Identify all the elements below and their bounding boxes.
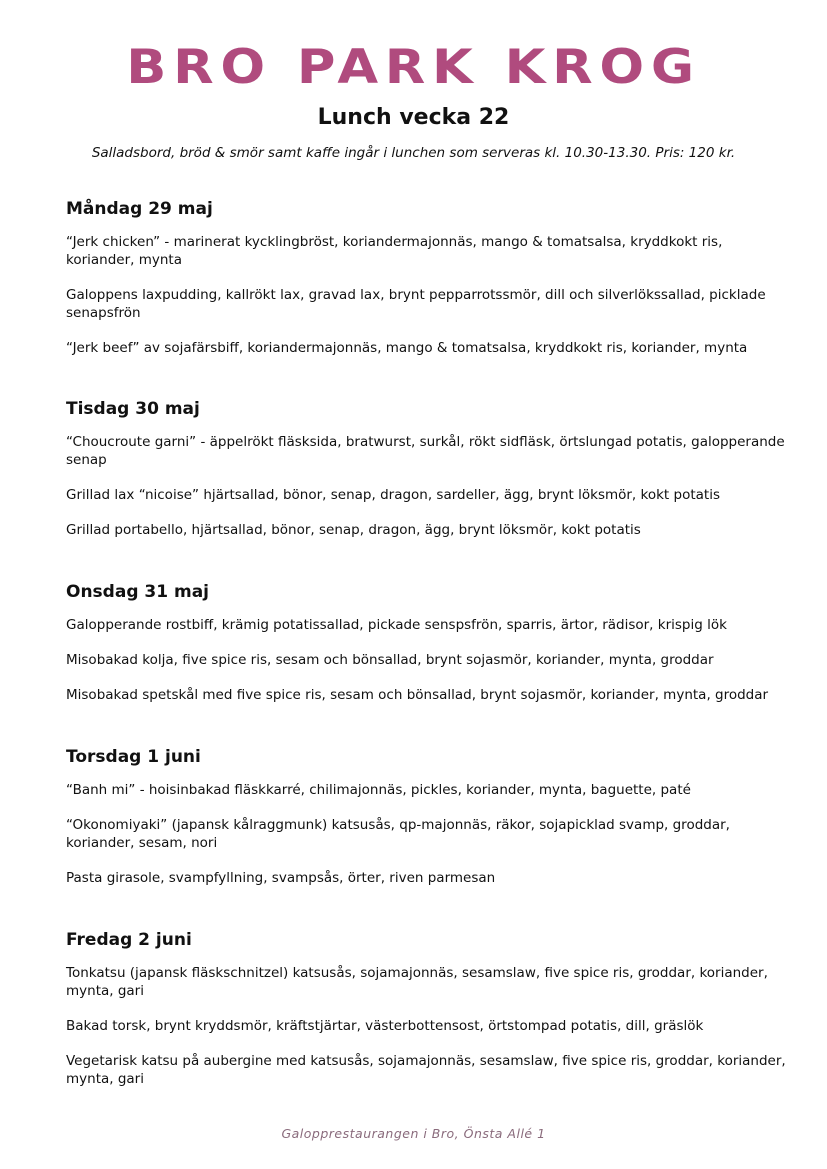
day-tuesday — [66, 398, 796, 556]
dish: Vegetarisk katsu på aubergine med katsusås, sojamajonnäs, sesamslaw, five spice ris, groddar, koriander, mynta, gari — [66, 1053, 786, 1087]
dish: Grillad portabello, hjärtsallad, bönor, senap, dragon, ägg, brynt löksmör, kokt potatis — [66, 522, 641, 538]
dish: “Jerk chicken” - marinerat kycklingbröst, koriandermajonnäs, mango & tomatsalsa, kryddkokt ris, koriander, mynta — [66, 234, 723, 268]
restaurant-name: BRO PARK KROG — [126, 40, 701, 95]
day-monday — [66, 198, 796, 374]
dish: Galoppens laxpudding, kallrökt lax, gravad lax, brynt pepparrotssmör, dill och silverlökssallad, picklade senapsfrön — [66, 287, 766, 321]
dish: Tonkatsu (japansk fläskschnitzel) katsusås, sojamajonnäs, sesamslaw, five spice ris, groddar, koriander, mynta, gari — [66, 965, 768, 999]
day-title: Fredag 2 juni — [66, 930, 192, 950]
menu-title: Lunch vecka 22 — [317, 105, 510, 130]
dish: Galopperande rostbiff, krämig potatissallad, pickade senspsfrön, sparris, ärtor, rädisor, krispig lök — [66, 617, 727, 633]
day-wednesday — [66, 581, 796, 721]
day-title: Tisdag 30 maj — [66, 399, 200, 419]
day-friday — [66, 929, 796, 1105]
day-thursday — [66, 746, 796, 904]
day-title: Onsdag 31 maj — [66, 582, 209, 602]
dish: Bakad torsk, brynt kryddsmör, kräftstjärtar, västerbottensost, örtstompad potatis, dill, gräslök — [66, 1018, 704, 1034]
dish: “Okonomiyaki” (japansk kålraggmunk) katsusås, qp-majonnäs, räkor, sojapicklad svamp, groddar, koriander, sesam, nori — [66, 817, 730, 851]
dish: “Choucroute garni” - äppelrökt fläsksida, bratwurst, surkål, rökt sidfläsk, örtslungad potatis, galopperande senap — [66, 434, 785, 468]
dish: Misobakad spetskål med five spice ris, sesam och bönsallad, brynt sojasmör, koriander, mynta, groddar — [66, 687, 769, 703]
day-title: Måndag 29 maj — [66, 199, 213, 219]
dish: Pasta girasole, svampfyllning, svampsås, örter, riven parmesan — [66, 870, 496, 886]
day-title: Torsdag 1 juni — [66, 747, 201, 767]
menu-subtitle: Salladsbord, bröd & smör samt kaffe ingår i lunchen som serveras kl. 10.30-13.30. Pris: 120 kr. — [91, 145, 736, 161]
dish: “Jerk beef” av sojafärsbiff, koriandermajonnäs, mango & tomatsalsa, kryddkokt ris, koriander, mynta — [66, 340, 748, 356]
footer-address: Galopprestaurangen i Bro, Önsta Allé 1 — [281, 1126, 546, 1141]
dish: “Banh mi” - hoisinbakad fläskkarré, chilimajonnäs, pickles, koriander, mynta, baguette, paté — [66, 782, 691, 798]
dish: Misobakad kolja, five spice ris, sesam och bönsallad, brynt sojasmör, koriander, mynta, groddar — [66, 652, 714, 668]
dish: Grillad lax “nicoise” hjärtsallad, bönor, senap, dragon, sardeller, ägg, brynt löksmör, kokt potatis — [66, 487, 720, 503]
